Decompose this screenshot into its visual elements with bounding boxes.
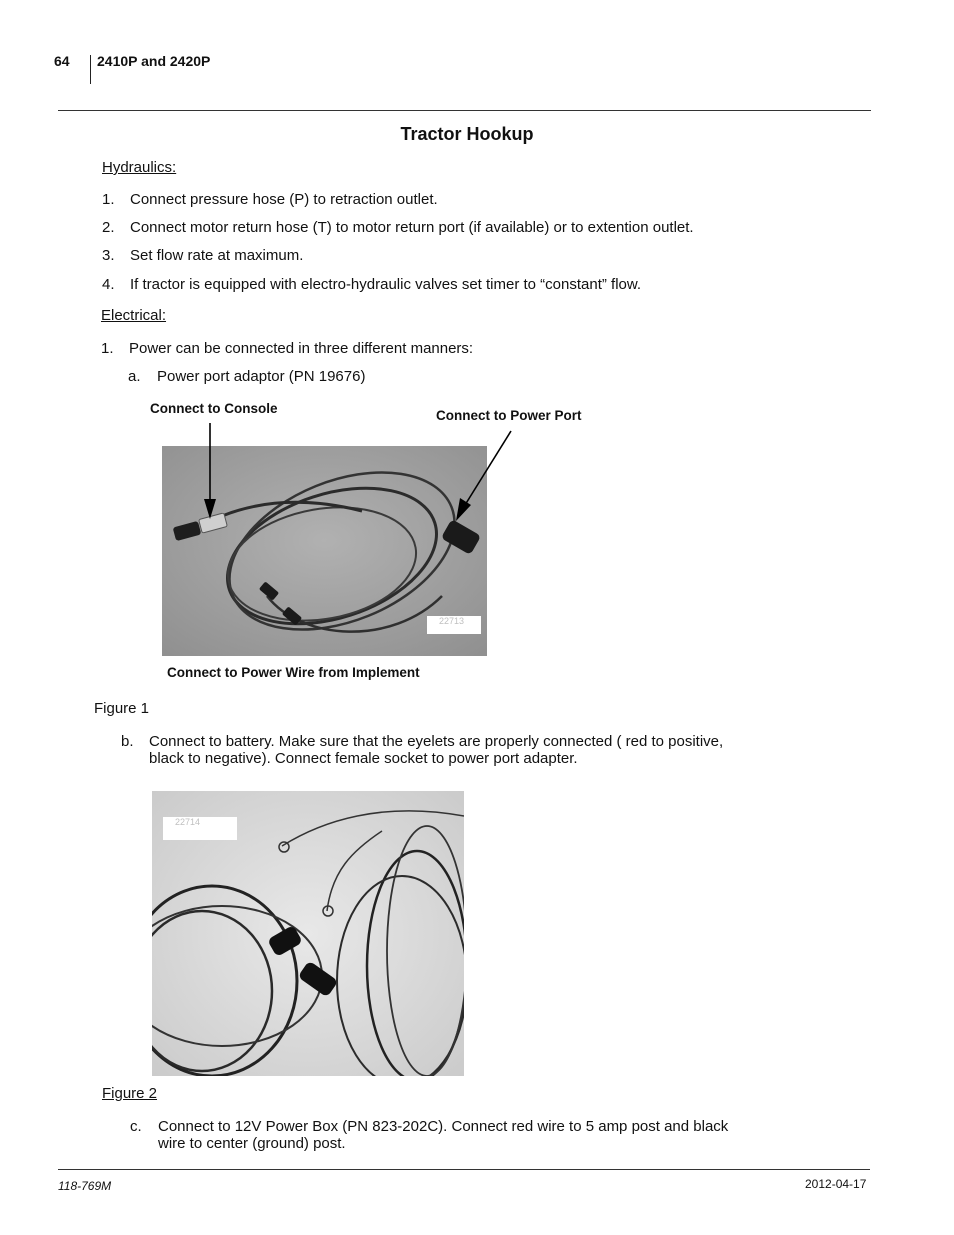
document-date: 2012-04-17 [805,1177,867,1191]
hydraulics-item-number: 3. [102,247,115,264]
hydraulics-item-text: Connect pressure hose (P) to retraction outlet. [130,191,438,208]
sub-item-text: Connect to battery. Make sure that the eyelets are properly connected ( red to positive, [149,733,724,750]
page-number: 64 [54,53,70,69]
electrical-heading: Electrical: [101,307,167,324]
model-title: 2410P and 2420P [97,53,211,69]
hydraulics-heading: Hydraulics: [102,159,177,176]
figure1-arrows [140,395,540,545]
top-rule [58,110,871,111]
figure2-image-number: 22714 [163,817,237,840]
sub-item-text: Connect to 12V Power Box (PN 823-202C). Connect red wire to 5 amp post and black [158,1118,729,1135]
callout-connect-power-wire: Connect to Power Wire from Implement [167,665,420,680]
electrical-item-text: Power can be connected in three different manners: [129,340,474,357]
callout-connect-console: Connect to Console [150,401,278,416]
sub-item-text: black to negative). Connect female socket to power port adapter. [149,750,578,767]
figure1-caption: Figure 1 [94,700,150,717]
sub-item-text: Power port adaptor (PN 19676) [157,368,366,385]
sub-item-letter: a. [128,368,141,385]
hydraulics-item-number: 4. [102,276,115,293]
sub-item-letter: c. [130,1118,142,1135]
section-title: Tractor Hookup [400,124,534,144]
figure1-image-number: 22713 [427,616,481,634]
callout-connect-power-port: Connect to Power Port [436,408,582,423]
bottom-rule [58,1169,870,1170]
figure2-photo [152,791,464,1076]
hydraulics-item-text: Connect motor return hose (T) to motor return port (if available) or to extention outlet. [130,219,694,236]
figure2-caption: Figure 2 [102,1085,158,1102]
electrical-item-number: 1. [101,340,114,357]
hydraulics-item-number: 2. [102,219,115,236]
header-divider [90,55,91,84]
hydraulics-item-text: If tractor is equipped with electro-hydraulic valves set timer to “constant” flow. [130,276,642,293]
sub-item-letter: b. [121,733,134,750]
document-number: 118-769M [58,1179,112,1193]
sub-item-text: wire to center (ground) post. [158,1135,346,1152]
hydraulics-item-text: Set flow rate at maximum. [130,247,304,264]
hydraulics-item-number: 1. [102,191,115,208]
